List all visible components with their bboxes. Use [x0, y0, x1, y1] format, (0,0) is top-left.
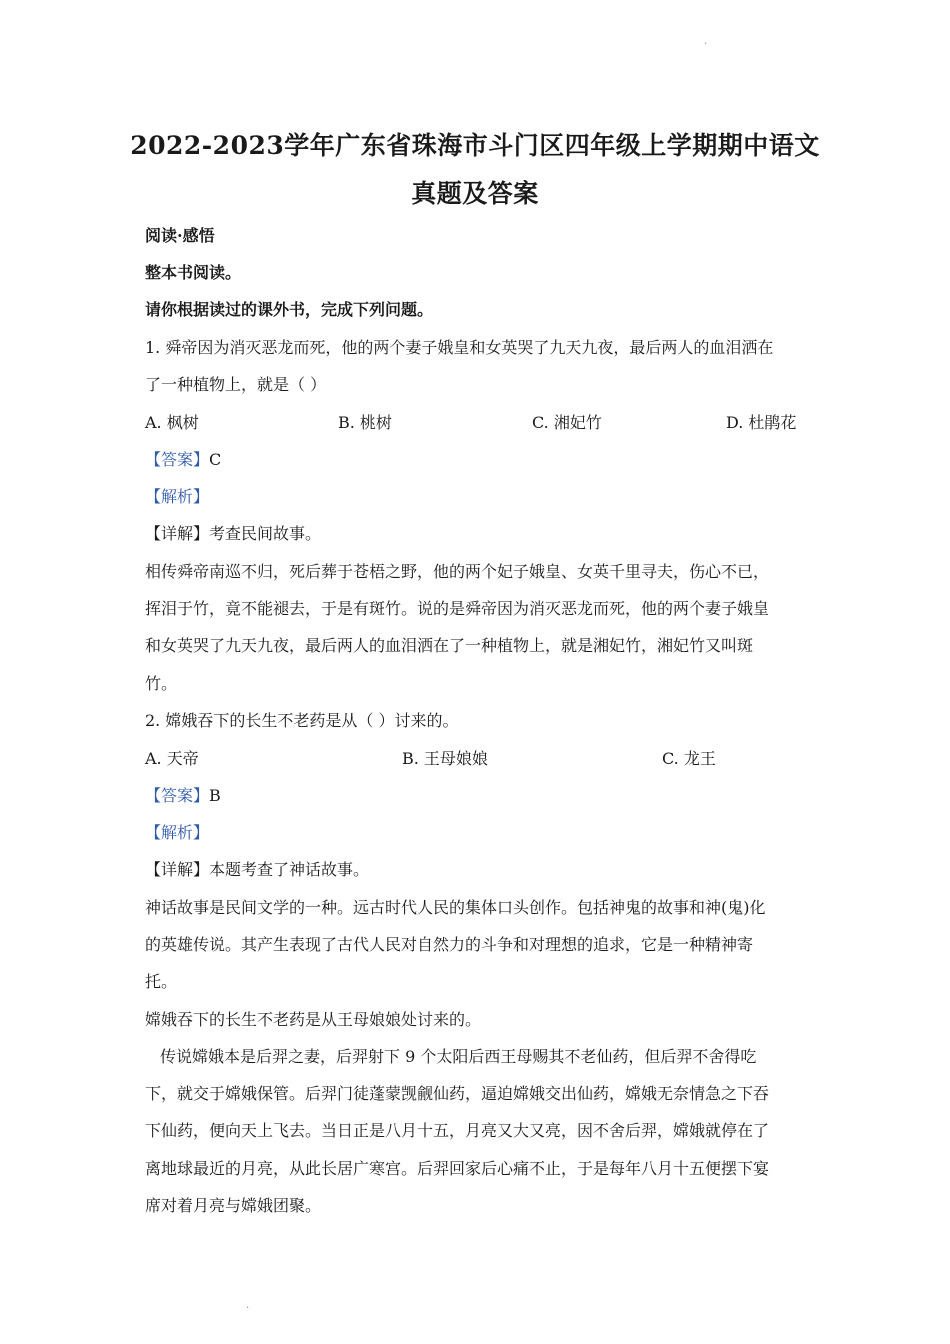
- detail-tag: 【详解】: [145, 860, 210, 879]
- answer-tag: 【答案】: [145, 786, 210, 805]
- q2-option-a: A. 天帝: [145, 749, 199, 768]
- q2-explain-line: 神话故事是民间文学的一种。远古时代人民的集体口头创作。包括神鬼的故事和神(鬼)化: [145, 898, 766, 917]
- q2-answer: [145, 783, 221, 806]
- q2-detail: [145, 857, 369, 880]
- section-header: 阅读·感悟: [145, 226, 215, 245]
- q2-explain-line: 托。: [145, 972, 178, 991]
- q1-explain-line: 相传舜帝南巡不归，死后葬于苍梧之野，他的两个妃子娥皇、女英千里寻夫，伤心不已，: [145, 562, 770, 581]
- q1-option-b: B. 桃树: [338, 413, 392, 432]
- detail-text: 本题考查了神话故事。: [209, 860, 370, 879]
- q2-analysis-tag: 【解析】: [145, 823, 210, 842]
- doc-title-line2: 真题及答案: [411, 179, 539, 208]
- doc-title-line1: 2022-2023学年广东省珠海市斗门区四年级上学期期中语文: [130, 131, 820, 160]
- q2-story-line: 下仙药，便向天上飞去。当日正是八月十五，月亮又大又亮，因不舍后羿，嫦娥就停在了: [145, 1121, 770, 1140]
- footer-mark: .: [246, 1300, 250, 1311]
- header-mark: .: [704, 36, 708, 47]
- q1-stem-line1: 1. 舜帝因为消灭恶龙而死，他的两个妻子娥皇和女英哭了九天九夜，最后两人的血泪洒在: [145, 338, 774, 357]
- answer-value: C: [209, 450, 222, 469]
- q2-option-c: C. 龙王: [662, 749, 716, 768]
- q2-explain-line: 的英雄传说。其产生表现了古代人民对自然力的斗争和对理想的追求，它是一种精神寄: [145, 935, 754, 954]
- q1-detail: [145, 521, 321, 544]
- q2-story-line: 离地球最近的月亮，从此长居广寒宫。后羿回家后心痛不止，于是每年八月十五便摆下宴: [145, 1159, 770, 1178]
- q2-option-b: B. 王母娘娘: [402, 749, 488, 768]
- q2-story-line: 下，就交于嫦娥保管。后羿门徒蓬蒙觊觎仙药，逼迫嫦娥交出仙药，嫦娥无奈情急之下吞: [145, 1084, 770, 1103]
- q1-option-a: A. 枫树: [145, 413, 199, 432]
- q1-option-c: C. 湘妃竹: [532, 413, 602, 432]
- q2-story-line: 传说嫦娥本是后羿之妻，后羿射下 9 个太阳后西王母赐其不老仙药，但后羿不舍得吃: [160, 1047, 757, 1066]
- q2-explain-line: 嫦娥吞下的长生不老药是从王母娘娘处讨来的。: [145, 1010, 482, 1029]
- q2-stem-line1: 2. 嫦娥吞下的长生不老药是从（ ）讨来的。: [145, 711, 459, 730]
- detail-tag: 【详解】: [145, 524, 210, 543]
- q1-explain-line: 竹。: [145, 674, 178, 693]
- sub-header-whole-book: 整本书阅读。: [145, 263, 242, 282]
- q1-analysis-tag: 【解析】: [145, 487, 210, 506]
- sub-header-instructions: 请你根据读过的课外书，完成下列问题。: [145, 300, 434, 319]
- answer-value: B: [209, 786, 221, 805]
- q1-explain-line: 挥泪于竹，竟不能褪去，于是有斑竹。说的是舜帝因为消灭恶龙而死，他的两个妻子娥皇: [145, 599, 770, 618]
- q1-option-d: D. 杜鹃花: [726, 413, 797, 432]
- q1-stem-line2: 了一种植物上，就是（ ）: [145, 375, 327, 394]
- q1-answer: [145, 447, 221, 470]
- answer-tag: 【答案】: [145, 450, 210, 469]
- q2-story-line: 席对着月亮与嫦娥团聚。: [145, 1196, 322, 1215]
- q1-explain-line: 和女英哭了九天九夜，最后两人的血泪洒在了一种植物上，就是湘妃竹，湘妃竹又叫斑: [145, 636, 754, 655]
- detail-text: 考查民间故事。: [209, 524, 322, 543]
